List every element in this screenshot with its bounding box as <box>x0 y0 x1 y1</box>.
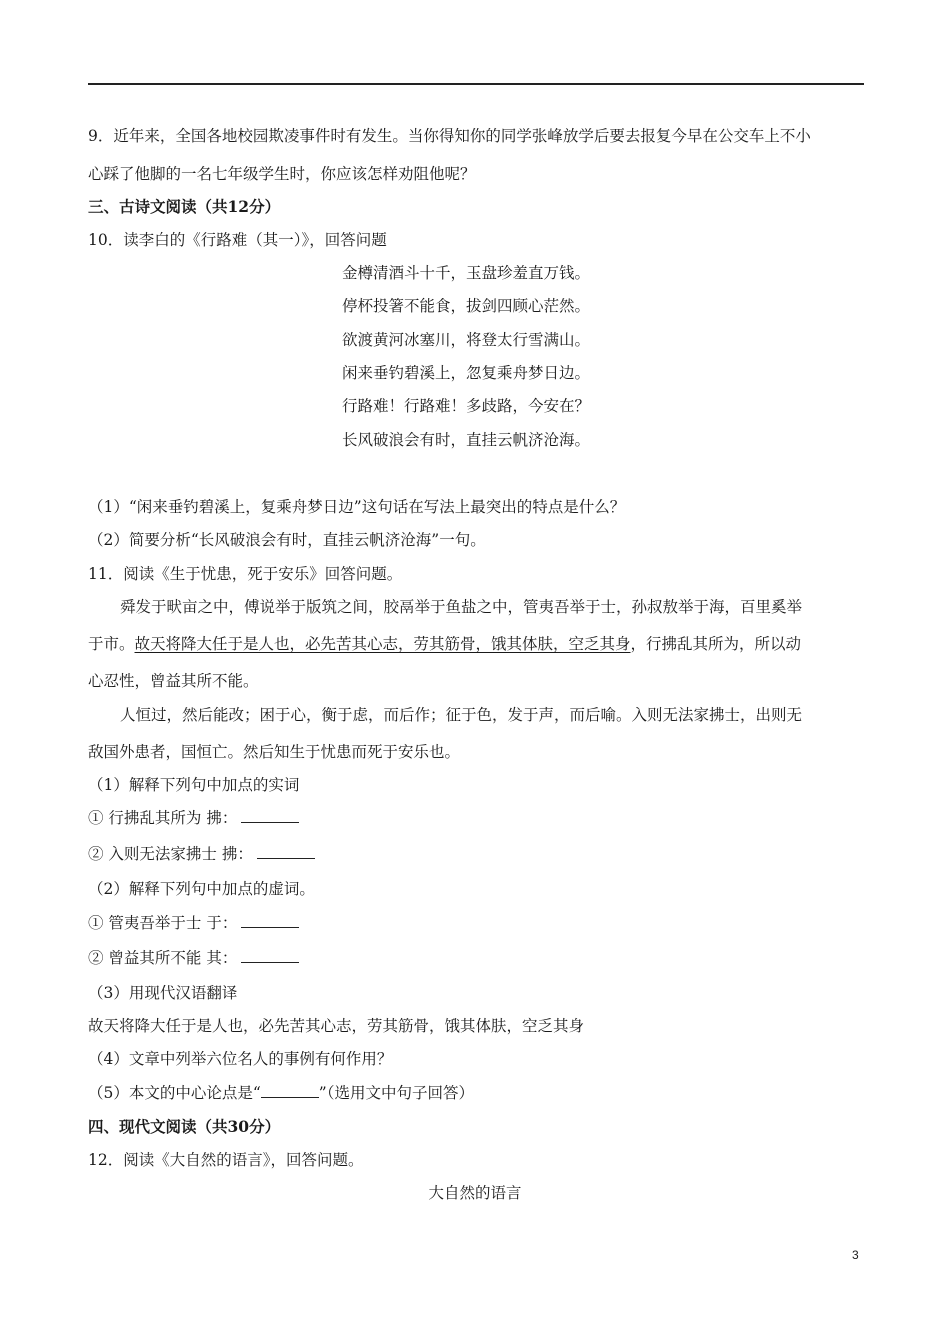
question-text: ② 曾益其所不能 其： <box>88 949 238 967</box>
q11-sub-1-b <box>88 844 315 864</box>
section-4-title: 四、现代文阅读（共30分） <box>88 1117 281 1136</box>
answer-blank[interactable] <box>241 808 299 823</box>
article-title: 大自然的语言 <box>428 1184 522 1202</box>
passage-text: ，行拂乱其所为，所以动 <box>630 635 802 653</box>
poem-line: 闲来垂钓碧溪上，忽复乘舟梦日边。 <box>342 364 591 382</box>
q11-sub-5 <box>88 1083 474 1103</box>
q11-sub-4: （4）文章中列举六位名人的事例有何作用？ <box>88 1050 393 1068</box>
passage-text: 于市。 <box>88 635 135 653</box>
question-text: ② 入则无法家拂士 拂： <box>88 845 253 863</box>
q12-intro: 12．阅读《大自然的语言》，回答问题。 <box>88 1151 364 1169</box>
q11-sub-1: （1）解释下列句中加点的实词 <box>88 776 300 794</box>
q9-line-2: 心踩了他脚的一名七年级学生时，你应该怎样劝阻他呢？ <box>88 165 476 183</box>
q11-sub-2-b <box>88 948 299 968</box>
header-rule <box>88 83 864 85</box>
answer-blank[interactable] <box>261 1083 319 1098</box>
q10-intro: 10．读李白的《行路难（其一）》，回答问题 <box>88 231 387 249</box>
question-text: ① 行拂乱其所为 拂： <box>88 809 238 827</box>
question-text: ”（选用文中句子回答） <box>318 1084 474 1102</box>
poem-line: 欲渡黄河冰塞川，将登太行雪满山。 <box>342 331 591 349</box>
passage-p1-line-2 <box>88 634 801 654</box>
question-text: ① 管夷吾举于士 于： <box>88 914 238 932</box>
q11-sub-3: （3）用现代汉语翻译 <box>88 984 238 1002</box>
q11-sub-1-a <box>88 808 299 828</box>
underlined-sentence: 故天将降大任于是人也，必先苦其心志，劳其筋骨，饿其体肤，空乏其身 <box>134 635 631 653</box>
poem-line: 长风破浪会有时，直挂云帆济沧海。 <box>342 431 591 449</box>
question-text: （5）本文的中心论点是“ <box>88 1084 261 1102</box>
q11-sub-2-a <box>88 913 299 933</box>
q10-sub-1: （1）“闲来垂钓碧溪上，复乘舟梦日边”这句话在写法上最突出的特点是什么？ <box>88 498 626 516</box>
q11-sub-2: （2）解释下列句中加点的虚词。 <box>88 880 315 898</box>
q11-intro: 11．阅读《生于忧患，死于安乐》回答问题。 <box>88 565 403 583</box>
answer-blank[interactable] <box>241 948 299 963</box>
answer-blank[interactable] <box>257 844 315 859</box>
passage-p2-line-1: 人恒过，然后能改；困于心，衡于虑，而后作；征于色，发于声，而后喻。入则无法家拂士，出则无 <box>120 706 803 724</box>
section-3-title: 三、古诗文阅读（共12分） <box>88 197 281 216</box>
passage-p1-line-1: 舜发于畎亩之中，傅说举于版筑之间，胶鬲举于鱼盐之中，管夷吾举于士，孙叔敖举于海，百里奚举 <box>120 598 803 616</box>
answer-blank[interactable] <box>241 913 299 928</box>
passage-p2-line-2: 敌国外患者，国恒亡。然后知生于忧患而死于安乐也。 <box>88 743 461 761</box>
poem-line: 停杯投箸不能食，拔剑四顾心茫然。 <box>342 297 591 315</box>
q9-line-1: 9．近年来，全国各地校园欺凌事件时有发生。当你得知你的同学张峰放学后要去报复今早在公交车上不小 <box>88 127 811 145</box>
q10-sub-2: （2）简要分析“长风破浪会有时，直挂云帆济沧海”一句。 <box>88 531 486 549</box>
passage-p1-line-3: 心忍性，曾益其所不能。 <box>88 672 259 690</box>
page-number: 3 <box>852 1248 859 1262</box>
q11-sub-3-text: 故天将降大任于是人也，必先苦其心志，劳其筋骨，饿其体肤，空乏其身 <box>88 1017 585 1035</box>
poem-line: 金樽清酒斗十千，玉盘珍羞直万钱。 <box>342 264 591 282</box>
poem-line: 行路难！行路难！多歧路，今安在？ <box>342 397 591 415</box>
